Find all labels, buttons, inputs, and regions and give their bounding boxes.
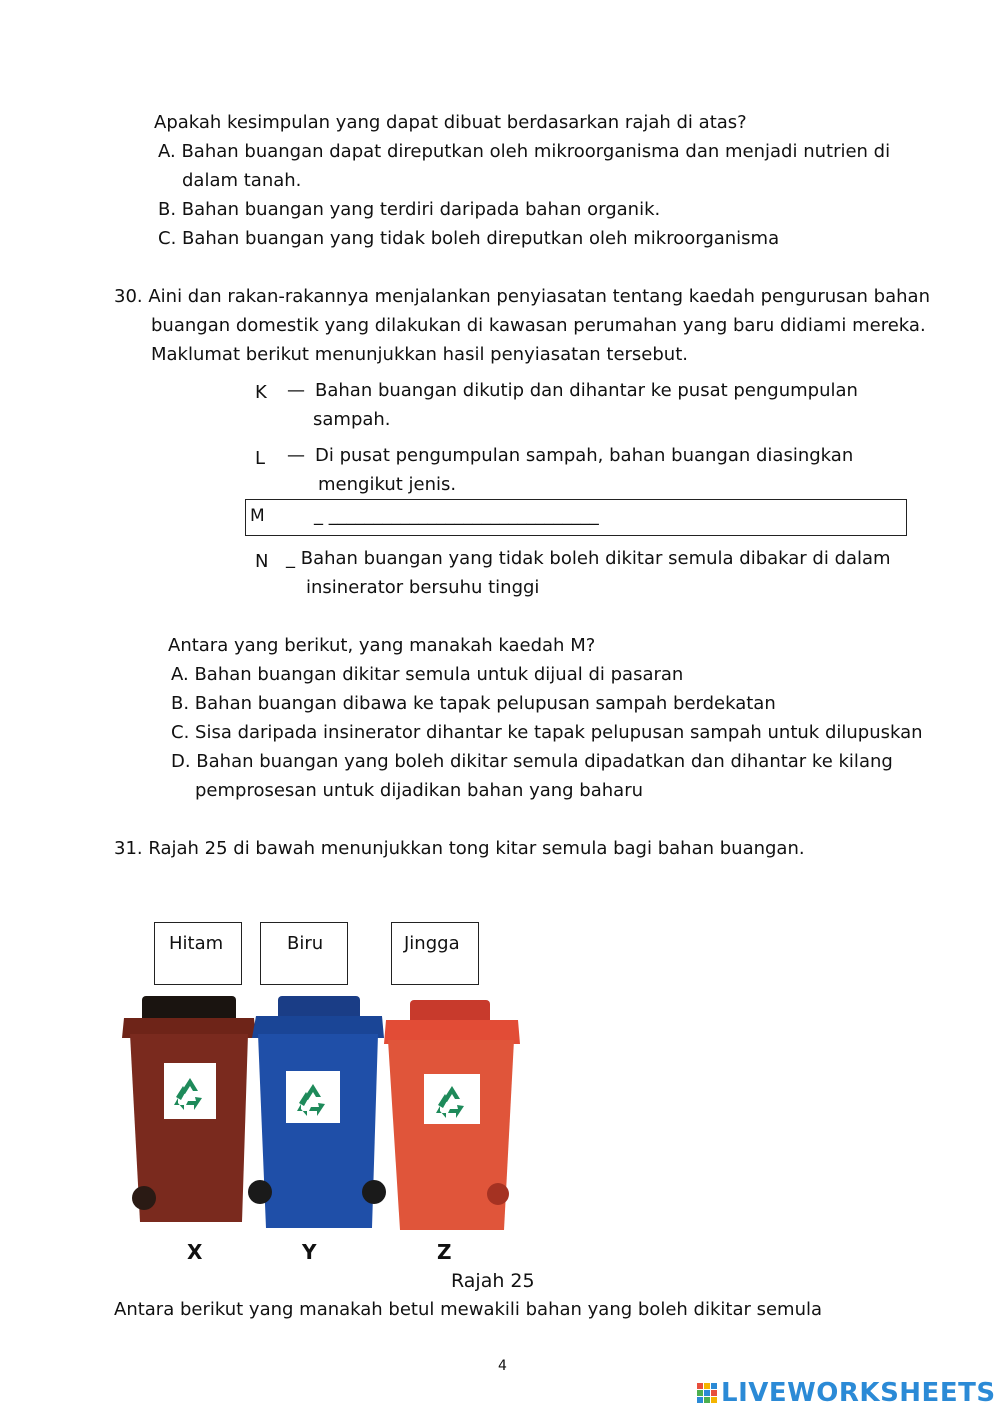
step-n-text-cont: insinerator bersuhu tinggi: [306, 577, 540, 598]
bin-y: [248, 996, 386, 1228]
page-number: 4: [498, 1358, 507, 1374]
intro-option-c: C. Bahan buangan yang tidak boleh direputkan oleh mikroorganisma: [158, 228, 780, 249]
step-l-text: Di pusat pengumpulan sampah, bahan buangan diasingkan: [315, 445, 854, 466]
brand-logo: [697, 1378, 996, 1408]
q30-option-c: C. Sisa daripada insinerator dihantar ke tapak pelupusan sampah untuk dilupuskan: [171, 722, 923, 743]
brand-text: LIVEWORKSHEETS: [721, 1378, 996, 1408]
answer-box-z-text: Jingga: [404, 933, 460, 954]
step-n-text: _ Bahan buangan yang tidak boleh dikitar semula dibakar di dalam: [286, 548, 891, 569]
m-answer-box[interactable]: [245, 499, 907, 536]
bin-z: [384, 1000, 520, 1230]
answer-box-z[interactable]: [391, 922, 479, 985]
step-k-letter: K: [255, 382, 267, 403]
q30-line2: buangan domestik yang dilakukan di kawasan perumahan yang baru didiami mereka.: [151, 315, 926, 336]
step-m-letter: M: [250, 506, 265, 526]
step-n-letter: N: [255, 551, 269, 572]
step-m-blank: _ ______________________________: [314, 505, 599, 526]
bin-label-z: Z: [437, 1240, 452, 1264]
step-l-dash: —: [287, 445, 305, 466]
q30-option-d: D. Bahan buangan yang boleh dikitar semula dipadatkan dan dihantar ke kilang: [171, 751, 893, 772]
intro-question: Apakah kesimpulan yang dapat dibuat berdasarkan rajah di atas?: [154, 112, 747, 133]
figure-caption: Rajah 25: [451, 1270, 535, 1292]
intro-option-b: B. Bahan buangan yang terdiri daripada bahan organik.: [158, 199, 661, 220]
answer-box-y[interactable]: [260, 922, 348, 985]
answer-box-x[interactable]: [154, 922, 242, 985]
recycle-bins-illustration: [118, 990, 523, 1235]
q30-question: Antara yang berikut, yang manakah kaedah M?: [168, 635, 596, 656]
step-k-text-cont: sampah.: [313, 409, 391, 430]
q31-question: Antara berikut yang manakah betul mewakili bahan yang boleh dikitar semula: [114, 1299, 823, 1320]
q30-option-d-cont: pemprosesan untuk dijadikan bahan yang baharu: [195, 780, 644, 801]
step-k-text: Bahan buangan dikutip dan dihantar ke pusat pengumpulan: [315, 380, 858, 401]
bin-label-x: X: [187, 1240, 203, 1264]
q30-option-b: B. Bahan buangan dibawa ke tapak pelupusan sampah berdekatan: [171, 693, 776, 714]
intro-option-a-cont: dalam tanah.: [182, 170, 302, 191]
q30-option-a: A. Bahan buangan dikitar semula untuk dijual di pasaran: [171, 664, 684, 685]
q31-line: 31. Rajah 25 di bawah menunjukkan tong kitar semula bagi bahan buangan.: [114, 838, 805, 859]
step-k-dash: —: [287, 380, 305, 401]
q30-line1: 30. Aini dan rakan-rakannya menjalankan penyiasatan tentang kaedah pengurusan bahan: [114, 286, 930, 307]
step-l-text-cont: mengikut jenis.: [318, 474, 457, 495]
step-l-letter: L: [255, 448, 266, 469]
bin-x: [122, 996, 256, 1222]
q30-line3: Maklumat berikut menunjukkan hasil penyiasatan tersebut.: [151, 344, 688, 365]
answer-box-x-text: Hitam: [169, 933, 224, 954]
brand-grid-icon: [697, 1383, 717, 1403]
answer-box-y-text: Biru: [287, 933, 324, 954]
intro-option-a: A. Bahan buangan dapat direputkan oleh mikroorganisma dan menjadi nutrien di: [158, 141, 891, 162]
bin-label-y: Y: [302, 1240, 317, 1264]
